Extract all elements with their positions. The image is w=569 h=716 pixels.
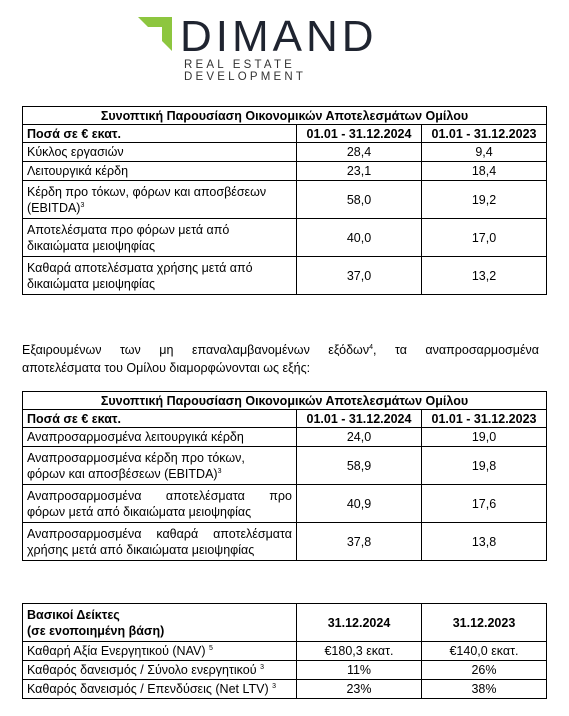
value-2024: 11% xyxy=(297,661,422,680)
table-row xyxy=(23,485,547,523)
column-header-label: Ποσά σε € εκατ. xyxy=(23,410,297,428)
value-2023: 17,6 xyxy=(422,485,547,523)
value-2023: 9,4 xyxy=(422,143,547,162)
value-2023: 19,2 xyxy=(422,181,547,219)
column-header-2024: 01.01 - 31.12.2024 xyxy=(297,125,422,143)
table-row xyxy=(23,219,547,257)
row-label: Αναπροσαρμοσμένα αποτελέσματα προ φόρων μετά από δικαιώματα μειοψηφίας xyxy=(23,485,297,523)
row-label: Λειτουργικά κέρδη xyxy=(23,162,297,181)
company-logo xyxy=(138,12,418,83)
table-title-row xyxy=(23,107,547,125)
value-2024: 37,8 xyxy=(297,523,422,561)
table-row xyxy=(23,257,547,295)
value-2024: 23% xyxy=(297,680,422,699)
value-2023: 19,0 xyxy=(422,428,547,447)
value-2023: 19,8 xyxy=(422,447,547,485)
column-header-label: Ποσά σε € εκατ. xyxy=(23,125,297,143)
row-label: Καθαρός δανεισμός / Σύνολο ενεργητικού $^3$ xyxy=(23,661,297,680)
column-header-2023: 01.01 - 31.12.2023 xyxy=(422,125,547,143)
table-row xyxy=(23,523,547,561)
paragraph-line-2: αποτελέσματα του Ομίλου διαμορφώνονται ως εξής: xyxy=(22,361,311,375)
row-label: Καθαρός δανεισμός / Επενδύσεις (Net LTV) $^3$ xyxy=(23,680,297,699)
value-2023: 38% xyxy=(422,680,547,699)
value-2024: 40,0 xyxy=(297,219,422,257)
column-header-2023: 01.01 - 31.12.2023 xyxy=(422,410,547,428)
row-label: Καθαρή Αξία Ενεργητικού (NAV) $^5$ xyxy=(23,642,297,661)
row-label: Αναπροσαρμοσμένα κέρδη προ τόκων, φόρων και αποσβέσεων (EBITDA)$^3$ xyxy=(23,447,297,485)
table-row xyxy=(23,162,547,181)
column-header-2024: 31.12.2024 xyxy=(297,604,422,642)
row-label: Αναπροσαρμοσμένα καθαρά αποτελέσματα χρήσης μετά από δικαιώματα μειοψηφίας xyxy=(23,523,297,561)
value-2023: 18,4 xyxy=(422,162,547,181)
table-row xyxy=(23,181,547,219)
table-title: Συνοπτική Παρουσίαση Οικονομικών Αποτελεσμάτων Ομίλου xyxy=(23,107,547,125)
value-2024: 58,0 xyxy=(297,181,422,219)
body-paragraph xyxy=(22,341,539,377)
key-indicators-table xyxy=(22,603,547,699)
value-2024: 28,4 xyxy=(297,143,422,162)
adjusted-results-table xyxy=(22,391,547,561)
results-table xyxy=(22,106,547,295)
value-2024: €180,3 εκατ. xyxy=(297,642,422,661)
table-row xyxy=(23,428,547,447)
paragraph-line-1: Εξαιρουμένων των μη επαναλαμβανομένων εξόδων$^4$, τα αναπροσαρμοσμένα xyxy=(22,343,539,357)
value-2024: 24,0 xyxy=(297,428,422,447)
value-2024: 37,0 xyxy=(297,257,422,295)
value-2024: 58,9 xyxy=(297,447,422,485)
column-header-2023: 31.12.2023 xyxy=(422,604,547,642)
value-2024: 40,9 xyxy=(297,485,422,523)
table-title: Συνοπτική Παρουσίαση Οικονομικών Αποτελεσμάτων Ομίλου xyxy=(23,392,547,410)
row-label: Αναπροσαρμοσμένα λειτουργικά κέρδη xyxy=(23,428,297,447)
table-row xyxy=(23,661,547,680)
table-row xyxy=(23,680,547,699)
value-2024: 23,1 xyxy=(297,162,422,181)
row-label: Καθαρά αποτελέσματα χρήσης μετά από δικαιώματα μειοψηφίας xyxy=(23,257,297,295)
value-2023: 17,0 xyxy=(422,219,547,257)
value-2023: 26% xyxy=(422,661,547,680)
logo-name: DIMAND xyxy=(180,12,378,61)
value-2023: 13,8 xyxy=(422,523,547,561)
column-header-2024: 01.01 - 31.12.2024 xyxy=(297,410,422,428)
table-header-row xyxy=(23,125,547,143)
row-label: Αποτελέσματα προ φόρων μετά από δικαιώματα μειοψηφίας xyxy=(23,219,297,257)
value-2023: 13,2 xyxy=(422,257,547,295)
table-title: Βασικοί Δείκτες (σε ενοποιημένη βάση) xyxy=(23,604,297,642)
logo-tagline: REAL ESTATE DEVELOPMENT xyxy=(184,59,307,83)
table-row xyxy=(23,447,547,485)
table-header-row xyxy=(23,604,547,642)
logo-mark-icon xyxy=(138,17,172,51)
table-row xyxy=(23,143,547,162)
table-title-row xyxy=(23,392,547,410)
table-header-row xyxy=(23,410,547,428)
row-label: Κύκλος εργασιών xyxy=(23,143,297,162)
row-label: Κέρδη προ τόκων, φόρων και αποσβέσεων (EBITDA)$^3$ xyxy=(23,181,297,219)
table-row xyxy=(23,642,547,661)
value-2023: €140,0 εκατ. xyxy=(422,642,547,661)
